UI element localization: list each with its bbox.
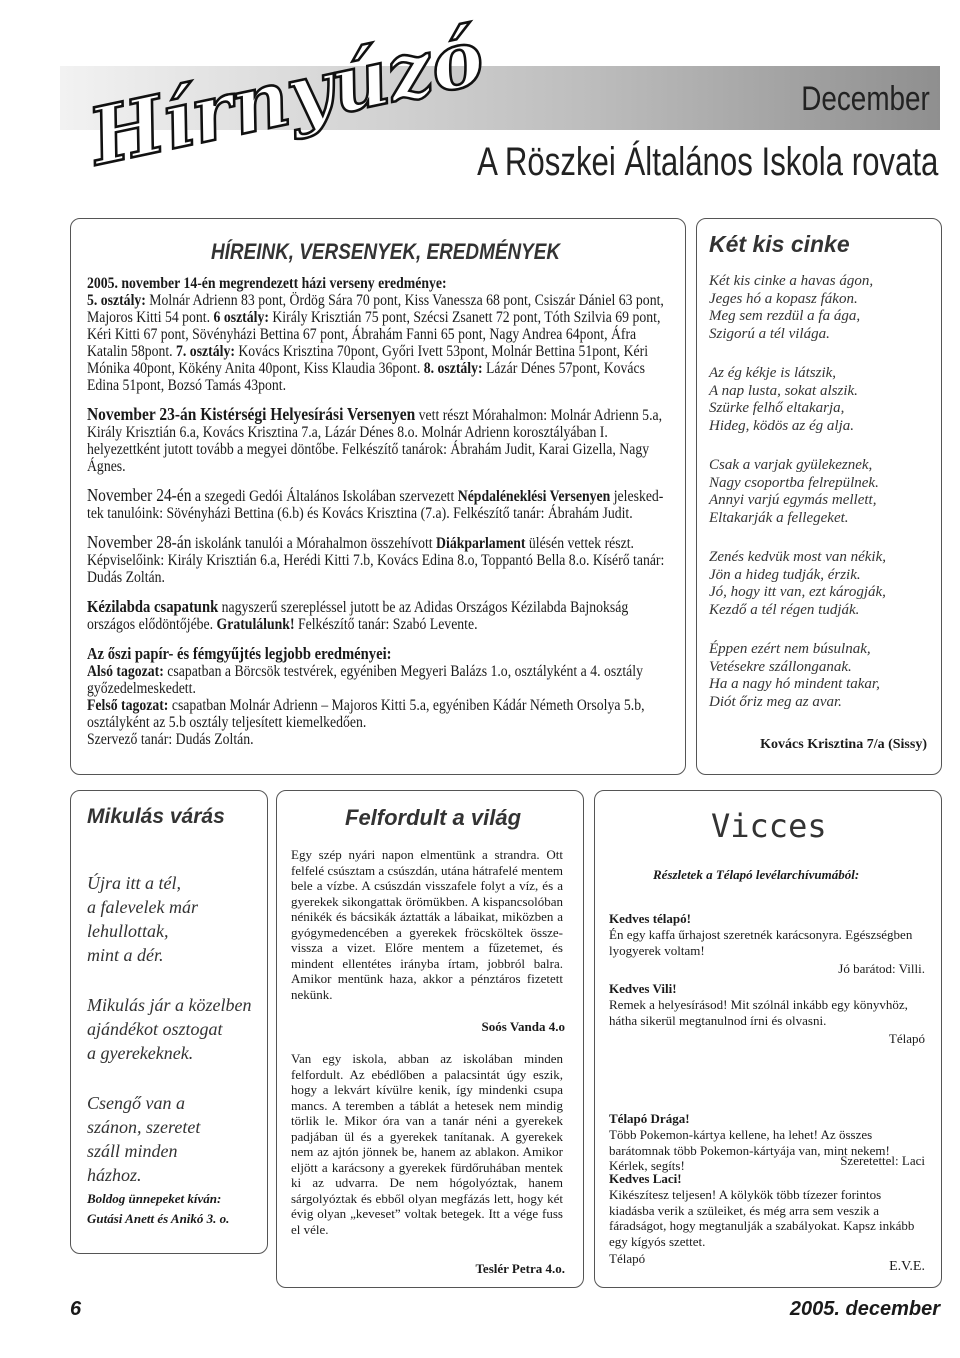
stanza <box>87 871 265 967</box>
class-label: 5. osztály: <box>87 292 146 309</box>
poem-line: Újra itt a tél, <box>87 873 181 893</box>
news-p5 <box>87 598 670 633</box>
hirnyuzo-logo <box>70 11 492 190</box>
news-p5-bold: Gratulálunk! <box>216 616 295 633</box>
news-p6-lower: csapatban a Börcsök testvérek, egyéniben Megyeri Balázs 1.o, osztályként a 4. osztály győzedelmeskedett. <box>87 663 643 697</box>
stanza <box>709 457 937 527</box>
news-p4-body-a: iskolánk tanulói a Mórahalmon összehívott <box>191 535 437 552</box>
poem-line: a falevelek már <box>87 897 198 917</box>
letter2-body: Remek a helyesírásod! Mit szólnál inkább egy könyvhöz, hátha sikerül megtanulnod írni és olvasni. <box>609 997 908 1028</box>
poem-line: száll minden <box>87 1141 178 1161</box>
poem-line: Nagy csoportba felrepülnek. <box>709 474 879 491</box>
news-p6-organizer: Szervező tanár: Dudás Zoltán. <box>87 731 254 748</box>
class-results: Molnár Adrienn 83 pont, Ördög Sára 70 pont, Kiss Vanessza 68 pont, Csiszár Dániel 63 pont, Majoros Kitti 54 pont. <box>87 292 664 326</box>
vicces-subtitle: Részletek a Télapó levélarchívumából: <box>653 867 860 882</box>
poem-line: Szigorú a tél világa. <box>709 325 830 342</box>
letter4-body: Kikészítesz teljesen! A kölykök több tízezer forintos kiadásba verik a szüleiket, és még arra sem veszik a fáradságot, hogy megtanulják a szabályokat. Kapsz inkább egy kígyós szettet. <box>609 1187 915 1249</box>
class-label: 7. osztály: <box>176 343 235 360</box>
news-p5-body-a: nagyszerű szerepléssel jutott be az Adidas Országos Kézilabda Bajnokság országos elődöntőjébe. <box>87 599 629 633</box>
news-p6-upper-label: Felső tagozat: <box>87 697 169 714</box>
stanza <box>87 993 265 1065</box>
poem-line: ajándékot osztogat <box>87 1019 223 1039</box>
news-p6-upper: csapatban Molnár Adrienn – Majoros Kitti 5.a, egyéniben Kádár Németh Orsolya 5.b, osztályként az 5.b osztály teljesített kiemelkedően. <box>87 697 645 731</box>
poem-line: Csengő van a <box>87 1093 185 1113</box>
poem-line: A nap lusta, sokat alszik. <box>709 382 858 399</box>
letter4-greeting: Kedves Laci! <box>609 1171 682 1186</box>
news-p5-lead: Kézilabda csapatunk <box>87 597 219 616</box>
news-p2-body: vett részt Mórahalmon: Molnár Adrienn 5.a, Király Krisztián 6.a, Kovács Krisztina 7.a, Lázár Dénes 8.o. Molnár Adrienn korosztályában I. helyezettként jutott tovább a megyei döntőbe. Felkészítő tanárok: Ábrahám Judit, Karai Gizella, Nagy Ágnes. <box>87 407 663 475</box>
news-title: HÍREINK, VERSENYEK, EREDMÉNYEK <box>211 239 561 264</box>
news-body <box>87 275 670 748</box>
letter3-sign: Szeretettel: Laci <box>840 1153 925 1168</box>
poem-line: Diót őriz meg az avar. <box>709 693 842 710</box>
news-p6 <box>87 645 670 748</box>
poem-line: Zenés kedvük most van nékik, <box>709 549 887 565</box>
news-p4-bold: Diákparlament <box>436 535 526 552</box>
news-p6-lead: Az őszi papír- és fémgyűjtés legjobb eredményei: <box>87 644 392 663</box>
mikulas-box <box>70 790 268 1254</box>
poem-line: Hideg, ködös az ég alja. <box>709 417 854 434</box>
issue-date: 2005. december <box>789 1298 940 1320</box>
stanza <box>709 365 937 435</box>
class-results: Kovács Krisztina 70pont, Győri Ivett 53pont, Molnár Bettina 51pont, Kéri Mónika 40pont, Kökény Anita 40pont, Kiss Klaudia 36pont. <box>87 343 649 377</box>
poem-line: Eltakarják a fellegeket. <box>709 509 849 526</box>
news-p3-bold: Népdaléneklési Versenyen <box>457 488 611 505</box>
letter4-initials: E.V.E. <box>889 1259 925 1274</box>
poem-line: Ha a nagy hó mindent takar, <box>709 676 880 692</box>
stanza <box>709 273 937 343</box>
mikulas-stanzas <box>87 871 265 1213</box>
mikulas-wish: Boldog ünnepeket kíván: <box>87 1191 222 1206</box>
felfordult-author1: Soós Vanda 4.o <box>481 1019 565 1034</box>
poem-line: lehullottak, <box>87 921 169 941</box>
poem-line: Jó, hogy itt van, ezt károgják, <box>709 584 886 600</box>
felfordult-title: Felfordult a világ <box>345 805 522 830</box>
news-p2-lead: November 23-án Kistérségi Helyesírási Versenyen <box>87 404 416 424</box>
letter3-greeting: Télapó Drága! <box>609 1111 690 1126</box>
news-p3-lead: November 24-én <box>87 485 192 505</box>
stanza <box>87 1091 265 1187</box>
news-p2 <box>87 406 670 475</box>
felfordult-box <box>276 790 584 1288</box>
poem-box <box>696 218 942 775</box>
poem-line: Annyi varjú egymás mellett, <box>709 492 877 508</box>
letter1-greeting: Kedves télapó! <box>609 911 691 926</box>
svg-text:Hírnyúzó: Hírnyúzó <box>81 11 492 184</box>
poem-line: Éppen ezért nem búsulnak, <box>709 641 871 657</box>
letter2-greeting: Kedves Vili! <box>609 981 677 996</box>
letter2-sign: Télapó <box>888 1031 925 1046</box>
news-p1-lead: 2005. november 14-én megrendezett házi verseny eredménye: <box>87 275 447 292</box>
poem-author: Kovács Krisztina 7/a (Sissy) <box>760 737 927 752</box>
poem-stanzas <box>709 273 937 733</box>
poem-line: Az ég kékje is látszik, <box>709 365 837 381</box>
poem-line: Csak a varjak gyülekeznek, <box>709 457 873 473</box>
class-results: Király Krisztián 75 pont, Szécsi Zsanett 72 pont, Tóth Szilvia 69 pont, Kéri Kitti 67 pont, Sövényházi Bettina 67 pont, Ábrahám Fanni 65 pont, Nagy Andrea 64pont, Áfra Katalin 58pont. <box>87 309 661 360</box>
news-p3-body-b: jeleskedtek tanulóink: Sövényházi Bettina (6.b) és Kovács Krisztina (7.a). Felkészítő tanár: Ábrahám Judit. <box>87 488 664 522</box>
stanza <box>709 641 937 711</box>
poem-line: Jön a hideg tudják, érzik. <box>709 566 861 583</box>
poem-line: Szürke felhő eltakarja, <box>709 400 845 416</box>
letter4-sign: Télapó <box>609 1251 646 1266</box>
issue-month: December <box>801 80 930 118</box>
news-p3 <box>87 487 670 522</box>
poem-line: szánon, szeretet <box>87 1117 201 1137</box>
letter1-sign: Jó barátod: Villi. <box>838 961 925 976</box>
letter1-body: Én egy kaffa űrhajost szeretnék karácsonyra. Egészségben lyogyerek voltam! <box>609 927 913 958</box>
poem-line: a gyerekeknek. <box>87 1043 194 1063</box>
vicces-title: Vicces <box>711 807 827 845</box>
class-label: 8. osztály: <box>423 360 483 377</box>
news-p4-lead: November 28-án <box>87 532 192 552</box>
mikulas-authors: Gutási Anett és Anikó 3. o. <box>87 1211 230 1226</box>
poem-title: Két kis cinke <box>709 231 850 257</box>
felfordult-author2: Teslér Petra 4.o. <box>475 1261 565 1276</box>
stanza <box>709 549 937 619</box>
vicces-box <box>594 790 942 1288</box>
news-p4 <box>87 534 670 586</box>
news-box <box>70 218 686 775</box>
page-number: 6 <box>70 1298 82 1320</box>
poem-line: mint a dér. <box>87 945 164 965</box>
news-p1-body <box>87 292 664 394</box>
poem-line: Kezdő a tél régen tudják. <box>709 601 860 618</box>
poem-line: Jeges hó a kopasz fákon. <box>709 290 858 307</box>
poem-line: Két kis cinke a havas ágon, <box>709 273 874 289</box>
poem-line: Vetésekre szállonganak. <box>709 658 852 675</box>
news-p3-body-a: a szegedi Gedói Általános Iskolában szervezett <box>191 488 458 505</box>
class-label: 6 osztály: <box>213 309 269 326</box>
mikulas-title: Mikulás várás <box>87 805 225 828</box>
news-p6-lower-label: Alsó tagozat: <box>87 663 164 680</box>
news-p5-body-b: Felkészítő tanár: Szabó Levente. <box>294 616 478 633</box>
section-title: A Röszkei Általános Iskola rovata <box>476 140 938 184</box>
poem-line: Mikulás jár a közelben <box>87 995 252 1015</box>
poem-line: házhoz. <box>87 1165 142 1185</box>
news-p4-body-b: ülésén vettek részt. Képviselőink: Király Krisztián 6.a, Herédi Kitti 7.b, Kovács Edina 8.o, Toppantó Bella 8.o. Kísérő tanár: Dudás Zoltán. <box>87 535 665 586</box>
letter3-body: Több Pokemon-kártya kellene, ha lehet! Az összes barátomnak több Pokemon-kártyája van, mint nekem! Kérlek, segíts! <box>609 1127 890 1173</box>
class-results: Lázár Dénes 57pont, Kovács Edina 51pont, Bozsó Tamás 43pont. <box>87 360 645 394</box>
news-p1 <box>87 275 670 394</box>
poem-line: Meg sem rezdül a fa ága, <box>709 308 861 324</box>
felfordult-story2: Van egy iskola, abban az iskolában minden felfordult. Az ebédlőben a palacsintát úgy eszik, hogy a lekvárt kívülre kenik, így mindenki csupa mancs. A teremben a táblát a hetesek nem mindig törlik le. Mikor óra van a tanár néni a gyerekek padjában ül és a gyerekek tanítanak. A gyerekek nem az ajtón jönnek be, hanem az ablakon. Amikor eljött a karácsony a gyerekek fürdőruhában mentek ki az udvarra. De nem hógolyóztak, hanem sárgolyóztak és ebből olyan megfázás lett, hogy két évig olyan „keveset” voltak betegek. Itt a vége fuss el véle. <box>291 1051 563 1237</box>
felfordult-story1: Egy szép nyári napon elmentünk a strandra. Ott felfelé csúsztam a csúszdán, utána hátrafelé mentem bele a vízbe. A csúszdán visszafele folyt a víz, és a gyerekek sikongattak örömükben. A kispancsolóban nénikék és bácsikák áztatták a lábaikat, miközben a gyógymedencében a gyerekek fröcsköltek össze-vissza a vizet. Előre mentem a fűzetemet, és mindent ellentétes irányba írtam, jobbról balra. Amikor mentünk haza, akkor a pénztáros fizetett nekünk. <box>291 847 563 1002</box>
